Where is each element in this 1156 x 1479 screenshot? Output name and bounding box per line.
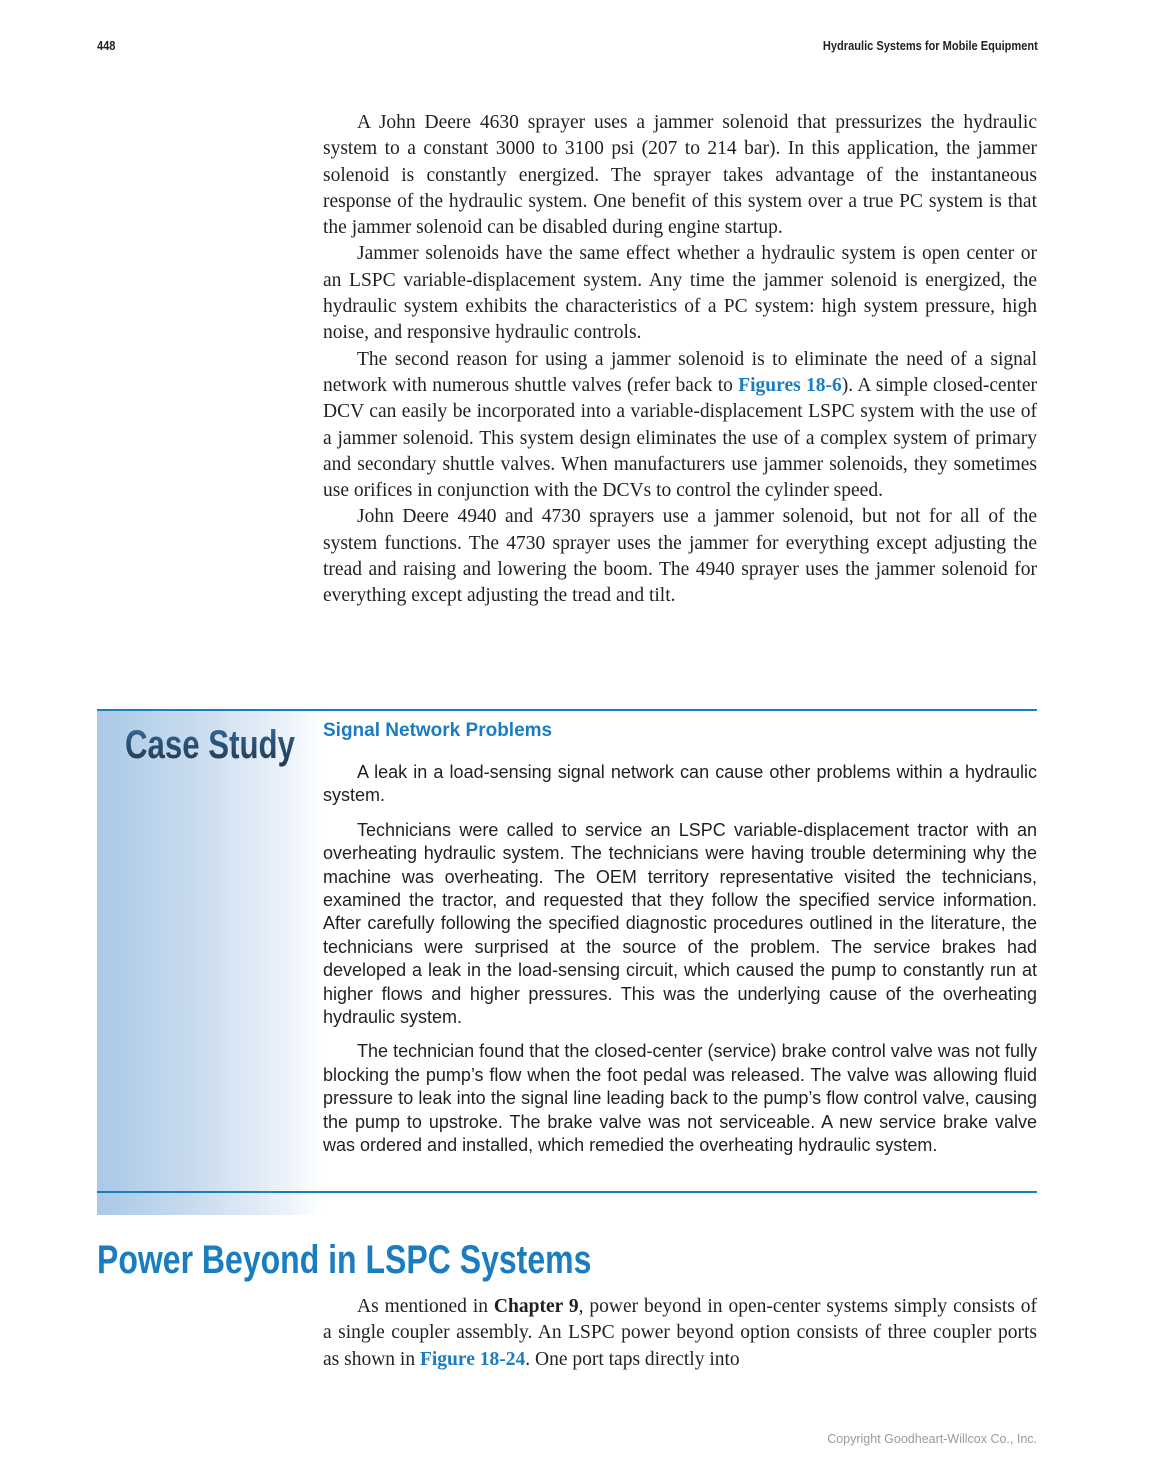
paragraph bbox=[323, 347, 1037, 505]
case-study-label: Case Study bbox=[125, 723, 295, 767]
case-study-paragraph: Technicians were called to service an LSPC variable-displacement tractor with an overheating hydraulic system. The technicians were having trouble determining why the machine was overheating. The OEM territory representative visited the technicians, examined the tractor, and requested that they follow the specified service information. After carefully following the specified diagnostic procedures outlined in the literature, the technicians were surprised at the source of the problem. The service brakes had developed a leak in the load-sensing circuit, which caused the pump to constantly run at higher flows and higher pressures. This was the underlying cause of the overheating hydraulic system. bbox=[323, 819, 1037, 1028]
figure-reference-link[interactable]: Figure 18-24 bbox=[419, 1348, 526, 1370]
case-study-paragraph: The technician found that the closed-center (service) brake control valve was not fully blocking the pump’s flow when the foot pedal was released. The valve was allowing fluid pressure to leak into the signal line leading back to the pump’s flow control valve, causing the pump to upstroke. The brake valve was not serviceable. A new service brake valve was ordered and installed, which remedied the overheating hydraulic system. bbox=[323, 1041, 1037, 1156]
case-study-box bbox=[97, 709, 1037, 1215]
paragraph bbox=[323, 1294, 1037, 1373]
case-study-bottom-rule bbox=[97, 1191, 1037, 1193]
intro-text bbox=[323, 110, 1037, 610]
case-study-paragraph: A leak in a load-sensing signal network can cause other problems within a hydraulic system. bbox=[323, 762, 1037, 806]
text-run: A John Deere 4630 sprayer uses a jammer solenoid that pressurizes the hydraulic system to a constant 3000 to 3100 psi (207 to 214 bar). In this application, the jammer solenoid is constantly energized. The sprayer takes advantage of the instantaneous response of the hydraulic system. One benefit of this system over a true PC system is that the jammer solenoid can be disabled during engine startup. bbox=[323, 112, 1037, 239]
text-run: John Deere 4940 and 4730 sprayers use a jammer solenoid, but not for all of the system functions. The 4730 sprayer uses the jammer for everything except adjusting the tread and raising and lowering the boom. The 4940 sprayer uses the jammer solenoid for everything except adjusting the tread and tilt. bbox=[323, 506, 1037, 607]
figure-reference-link[interactable]: Figures 18-6 bbox=[738, 374, 842, 396]
paragraph bbox=[323, 504, 1037, 609]
paragraph bbox=[323, 241, 1037, 346]
case-study-top-rule bbox=[97, 709, 1037, 711]
text-run: ). A simple closed-center DCV can easily be incorporated into a variable-displacement LSPC system with the use of a jammer solenoid. This system design eliminates the use of a complex system of primary and secondary shuttle valves. When manufacturers use jammer solenoids, they sometimes use orifices in conjunction with the DCVs to control the cylinder speed. bbox=[323, 374, 1037, 502]
running-header-title: Hydraulic Systems for Mobile Equipment bbox=[823, 38, 1038, 53]
section-heading: Power Beyond in LSPC Systems bbox=[97, 1238, 592, 1282]
text-run: . One port taps directly into bbox=[525, 1348, 740, 1370]
page-number: 448 bbox=[97, 38, 116, 53]
text-run: As mentioned in bbox=[357, 1296, 494, 1317]
paragraph bbox=[323, 110, 1037, 241]
case-study-body bbox=[323, 761, 1037, 1169]
section-text bbox=[323, 1294, 1037, 1373]
case-study-gradient-band bbox=[97, 709, 322, 1215]
copyright-footer: Copyright Goodheart-Willcox Co., Inc. bbox=[827, 1432, 1037, 1446]
text-run: Jammer solenoids have the same effect whether a hydraulic system is open center or an LSPC variable-displacement system. Any time the jammer solenoid is energized, the hydraulic system exhibits the characteristics of a PC system: high system pressure, high noise, and responsive hydraulic controls. bbox=[323, 243, 1037, 344]
chapter-reference: Chapter 9 bbox=[493, 1296, 579, 1317]
text-run: , power beyond in open-center systems simply consists of a single coupler assembly. An LSPC power beyond option consists of three coupler ports as shown in bbox=[323, 1296, 1037, 1370]
case-study-title: Signal Network Problems bbox=[323, 720, 553, 741]
text-run: The second reason for using a jammer solenoid is to eliminate the need of a signal network with numerous shuttle valves (refer back to bbox=[323, 348, 1037, 396]
